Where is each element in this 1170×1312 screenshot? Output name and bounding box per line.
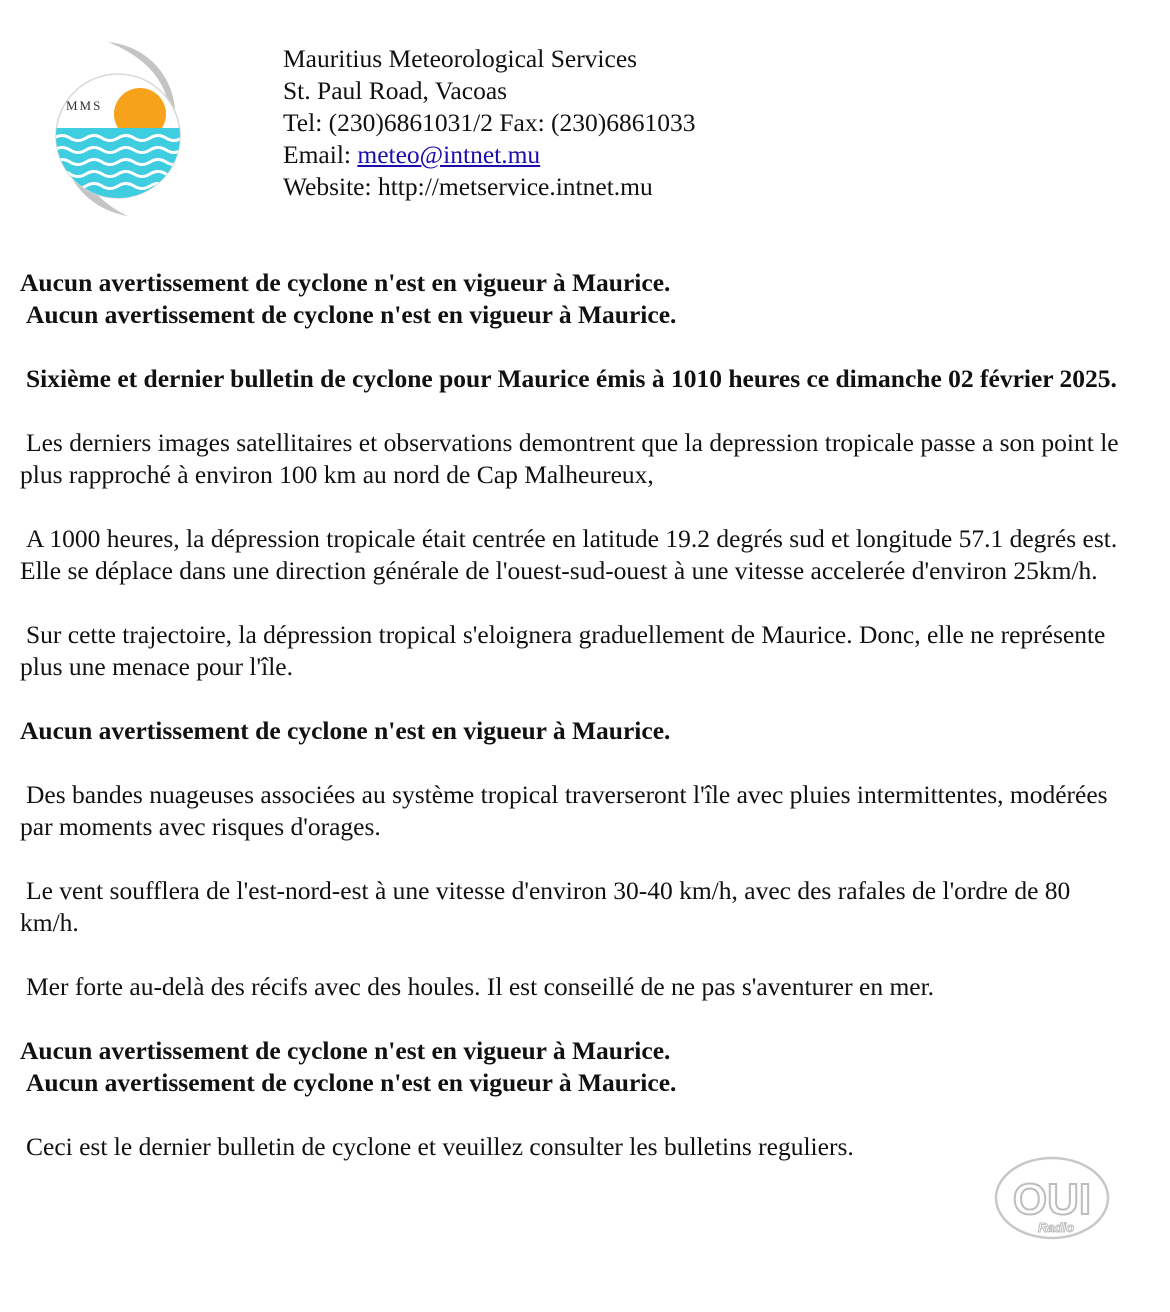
org-email-line (283, 139, 696, 171)
para-wind (20, 875, 1135, 939)
bulletin-body (20, 267, 1135, 1195)
warning-line: Aucun avertissement de cyclone n'est en vigueur à Maurice. (20, 1036, 671, 1065)
warning-line-middle: Aucun avertissement de cyclone n'est en vigueur à Maurice. (20, 716, 671, 745)
para-sea (20, 971, 1135, 1003)
para-position-text: A 1000 heures, la dépression tropicale était centrée en latitude 19.2 degrés sud et longitude 57.1 degrés est. Elle se déplace dans une direction générale de l'ouest-sud-ouest à une vitesse accelerée d'environ 25km/h. (20, 524, 1118, 585)
para-trajectory (20, 619, 1135, 683)
para-wind-text: Le vent soufflera de l'est-nord-est à une vitesse d'environ 30-40 km/h, avec des rafales de l'ordre de 80 km/h. (20, 876, 1071, 937)
org-tel-fax: Tel: (230)6861031/2 Fax: (230)6861033 (283, 108, 696, 137)
para-clouds (20, 779, 1135, 843)
logo-text: MMS (66, 98, 103, 113)
mms-logo (48, 38, 188, 220)
warning-line: Aucun avertissement de cyclone n'est en vigueur à Maurice. (26, 1068, 677, 1097)
warning-block-top (20, 267, 1135, 331)
para-final (20, 1131, 1135, 1163)
bulletin-title-text: Sixième et dernier bulletin de cyclone pour Maurice émis à 1010 heures ce dimanche 02 février 2025. (26, 364, 1117, 393)
warning-block-bottom (20, 1035, 1135, 1099)
mms-logo-graphic (48, 38, 188, 220)
email-label: Email: (283, 140, 358, 169)
org-website: Website: http://metservice.intnet.mu (283, 172, 653, 201)
warning-line: Aucun avertissement de cyclone n'est en vigueur à Maurice. (26, 300, 677, 329)
radio-logo-graphic (992, 1152, 1114, 1244)
radio-watermark-logo (992, 1152, 1114, 1244)
para-satellite (20, 427, 1135, 491)
para-satellite-text: Les derniers images satellitaires et observations demontrent que la depression tropicale passe a son point le plus rapproché à environ 100 km au nord de Cap Malheureux, (20, 428, 1119, 489)
para-position (20, 523, 1135, 587)
warning-line: Aucun avertissement de cyclone n'est en vigueur à Maurice. (20, 268, 671, 297)
radio-brand-text: OUI (1012, 1175, 1092, 1224)
org-name: Mauritius Meteorological Services (283, 44, 638, 73)
radio-sub-text: Radio (1037, 1220, 1075, 1235)
sea-waves-icon (54, 128, 184, 208)
para-clouds-text: Des bandes nuageuses associées au système tropical traverseront l'île avec pluies intermittentes, modérées par moments avec risques d'orages. (20, 780, 1108, 841)
para-trajectory-text: Sur cette trajectoire, la dépression tropical s'eloignera graduellement de Maurice. Donc, elle ne représente plus une menace pour l'île. (20, 620, 1106, 681)
email-link[interactable]: meteo@intnet.mu (357, 140, 541, 169)
contact-header (283, 43, 696, 203)
bulletin-title (20, 363, 1135, 395)
para-sea-text: Mer forte au-delà des récifs avec des houles. Il est conseillé de ne pas s'aventurer en mer. (26, 972, 935, 1001)
org-address: St. Paul Road, Vacoas (283, 76, 508, 105)
para-final-text: Ceci est le dernier bulletin de cyclone et veuillez consulter les bulletins reguliers. (26, 1132, 854, 1161)
